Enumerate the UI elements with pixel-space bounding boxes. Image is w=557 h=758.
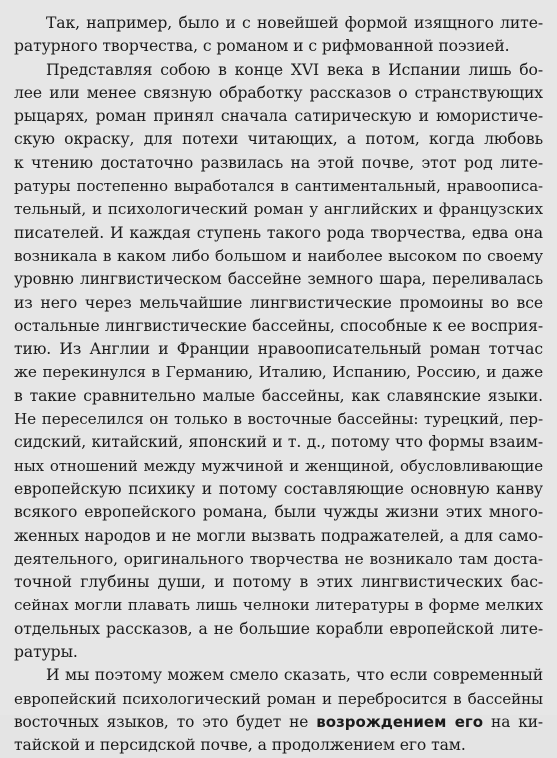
text-line: из него через мельчайшие лингвистические промоины во все [14,293,543,312]
text-run: на ки- [483,712,543,731]
text-line: точной глубины души, и потому в этих лингвистических бас- [14,573,543,592]
text-line-with-emphasis [14,711,543,734]
text-line: сидский, китайский, японский и т. д., потому что формы взаим- [14,433,543,452]
text-line: сейнах могли плавать лишь челноки литературы в форме мелких [14,596,543,615]
text-line: к чтению достаточно развилась на этой почве, этот род лите- [14,153,543,172]
text-line: остальные лингвистические бассейны, способные к ее восприя- [14,316,543,335]
text-line: Представляя собою в конце XVI века в Испании лишь бо- [46,60,543,79]
text-line: Не переселился он только в восточные бассейны: турецкий, пер- [14,410,543,429]
text-line: женных народов и не могли вызвать подражателей, а для само- [14,526,543,545]
text-line: тайской и персидской почве, а продолжением его там. [14,736,466,755]
text-line: тельный, и психологический роман у английских и французских [14,200,543,219]
paragraph-1 [14,12,543,59]
text-line: ратуры. [14,643,78,662]
text-line: Так, например, было и с новейшей формой изящного лите- [46,14,543,32]
text-line: в такие сравнительно малые бассейны, как славянские языки. [14,386,543,405]
text-line: отдельных рассказов, а не большие корабли европейской лите- [14,619,543,638]
text-line: всякого европейского романа, были чужды жизни этих много- [14,503,543,522]
text-line: скую окраску, для потехи читающих, а потом, когда любовь [14,130,543,149]
text-line: же перекинулся в Германию, Италию, Испанию, Россию, и даже [14,363,543,382]
text-line: рыцарях, роман принял сначала сатирическую и юмористиче- [14,107,543,126]
text-line: ратурного творчества, с романом и с рифмованной поэзией. [14,37,510,56]
text-line: ратуры постепенно выработался в сантиментальный, нравоописа- [14,177,543,196]
text-line: тию. Из Англии и Франции нравоописательный роман тотчас [14,340,543,359]
text-line: европейскую психику и потому составляющие основную канву [14,479,543,498]
emphasized-text: возрождением его [316,712,484,731]
text-line: И мы поэтому можем смело сказать, что если современный [46,666,543,685]
text-line: ных отношений между мужчиной и женщиной, обусловливающие [14,456,543,475]
text-line: лее или менее связную обработку рассказов о странствующих [14,83,543,102]
text-line: уровню лингвистическом бассейне земного шара, переливалась [14,270,543,289]
paragraph-3 [14,664,543,757]
text-line: деятельного, оригинального творчества не возникало там доста- [14,549,543,568]
text-line: возникала в каком либо большом и наиболее высоком по своему [14,246,543,265]
text-run: восточных языков, то это будет не [14,712,317,731]
text-line: писателей. И каждая ступень такого рода творчества, едва она [14,223,543,242]
text-line: европейский психологический роман и перебросится в бассейны [14,689,543,708]
paragraph-2 [14,59,543,665]
